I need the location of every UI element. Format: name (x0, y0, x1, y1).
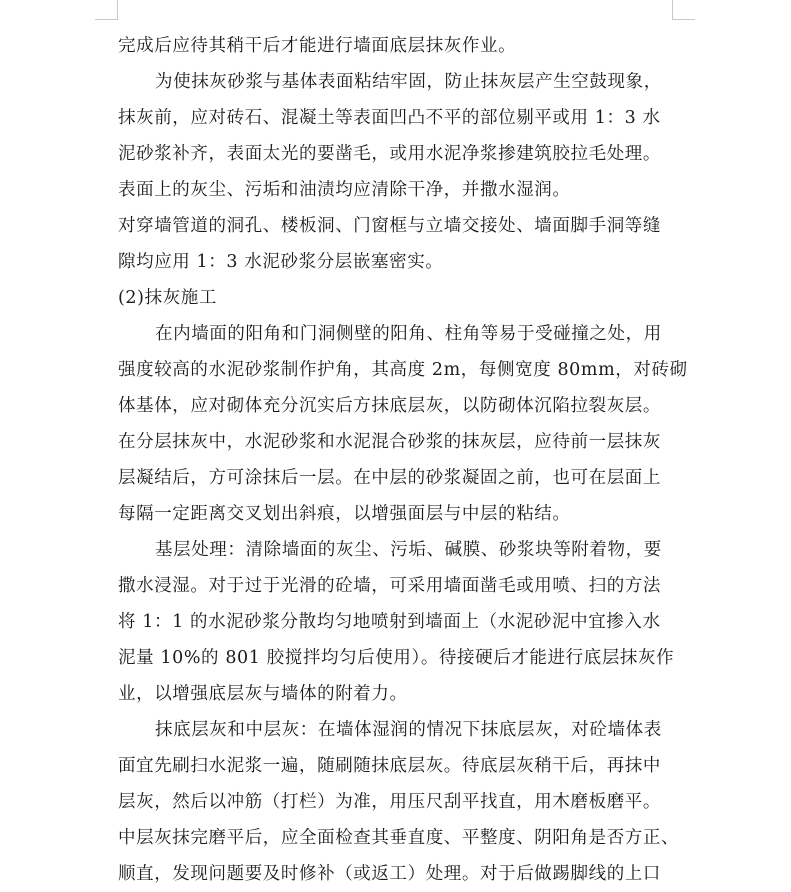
text-line: 抹底层灰和中层灰：在墙体湿润的情况下抹底层灰，对砼墙体表 (155, 720, 662, 740)
text-line: 对穿墙管道的洞孔、楼板洞、门窗框与立墙交接处、墙面脚手洞等缝 (118, 216, 661, 236)
page-corner-mark-right (672, 0, 695, 20)
text-line: 完成后应待其稍干后才能进行墙面底层抹灰作业。 (118, 36, 517, 56)
text-line: 顺直，发现问题要及时修补（或返工）处理。对于后做踢脚线的上口 (118, 864, 661, 884)
text-line: 将 1：1 的水泥砂浆分散均匀地喷射到墙面上（水泥砂泥中宜掺入水 (118, 612, 661, 632)
text-line: 撒水浸湿。对于过于光滑的砼墙，可采用墙面凿毛或用喷、扫的方法 (118, 576, 661, 596)
text-line: 在内墙面的阳角和门洞侧壁的阳角、柱角等易于受碰撞之处，用 (155, 324, 662, 344)
text-line: 基层处理：清除墙面的灰尘、污垢、碱膜、砂浆块等附着物，要 (155, 540, 662, 560)
text-line: 业，以增强底层灰与墙体的附着力。 (118, 684, 408, 704)
text-line: 泥量 10%的 801 胶搅拌均匀后使用）。待接硬后才能进行底层抹灰作 (118, 648, 675, 668)
text-line: 体基体，应对砌体充分沉实后方抹底层灰，以防砌体沉陷拉裂灰层。 (118, 396, 661, 416)
section-heading: (2)抹灰施工 (118, 288, 217, 308)
text-line: 每隔一定距离交叉划出斜痕，以增强面层与中层的粘结。 (118, 504, 571, 524)
text-line: 泥砂浆补齐，表面太光的要凿毛，或用水泥净浆掺建筑胶拉毛处理。 (118, 144, 661, 164)
text-line: 抹灰前，应对砖石、混凝土等表面凹凸不平的部位剔平或用 1：3 水 (118, 108, 661, 128)
text-line: 为使抹灰砂浆与基体表面粘结牢固，防止抹灰层产生空鼓现象， (155, 72, 662, 92)
text-line: 面宜先刷扫水泥浆一遍，随刷随抹底层灰。待底层灰稍干后，再抹中 (118, 756, 661, 776)
text-line: 层灰，然后以冲筋（打栏）为准，用压尺刮平找直，用木磨板磨平。 (118, 792, 661, 812)
text-line: 层凝结后，方可涂抹后一层。在中层的砂浆凝固之前，也可在层面上 (118, 468, 661, 488)
text-line: 在分层抹灰中，水泥砂浆和水泥混合砂浆的抹灰层，应待前一层抹灰 (118, 432, 661, 452)
document-body (118, 28, 688, 892)
text-line: 隙均应用 1：3 水泥砂浆分层嵌塞密实。 (118, 252, 444, 272)
text-line: 强度较高的水泥砂浆制作护角，其高度 2m，每侧宽度 80mm，对砖砌 (118, 360, 688, 380)
page-corner-mark-left (95, 0, 118, 20)
text-line: 表面上的灰尘、污垢和油渍均应清除干净，并撒水湿润。 (118, 180, 571, 200)
text-line: 中层灰抹完磨平后，应全面检查其垂直度、平整度、阴阳角是否方正、 (118, 828, 680, 848)
